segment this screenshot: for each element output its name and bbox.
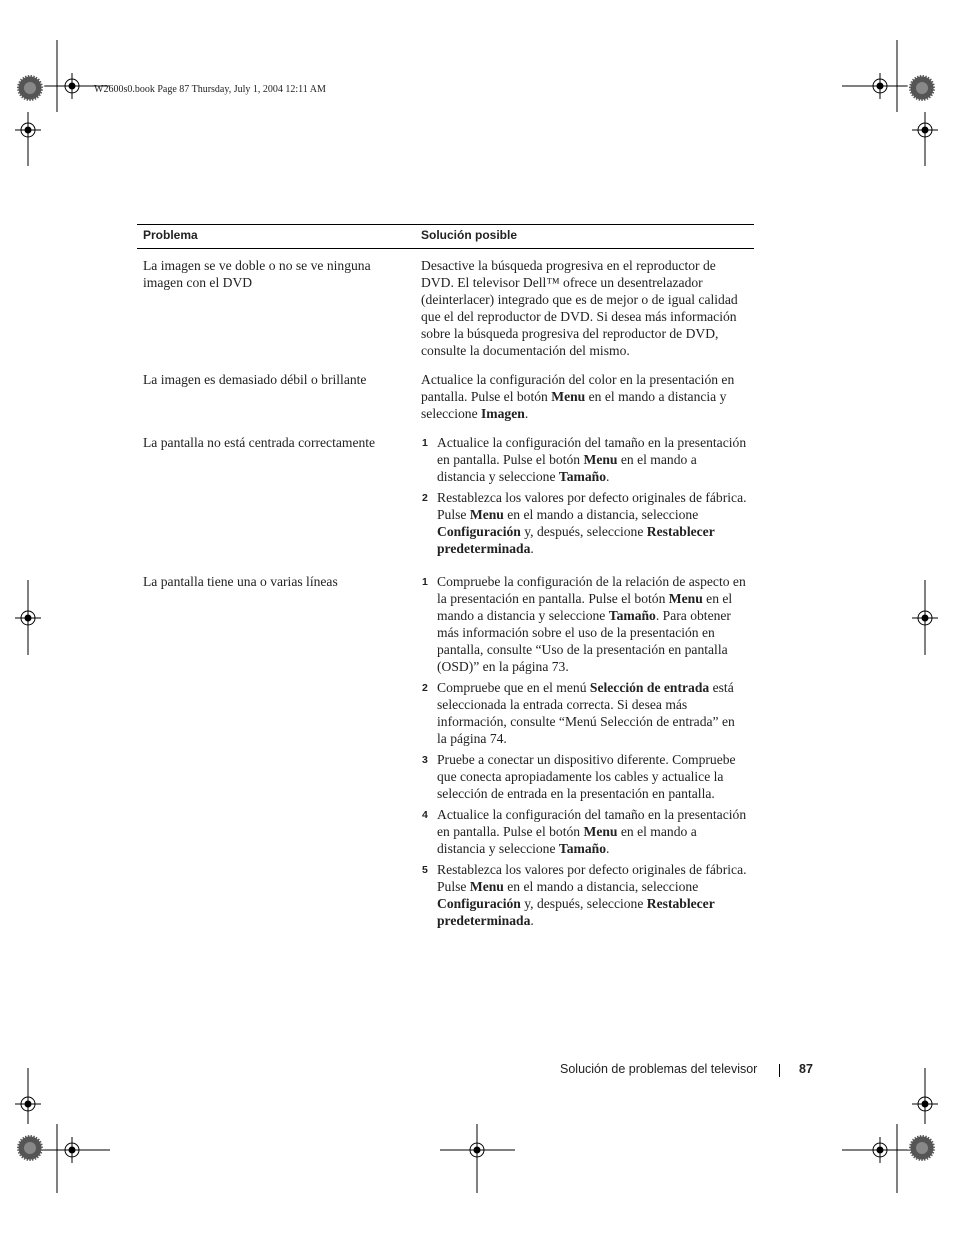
bold-term: Selección de entrada bbox=[589, 680, 710, 695]
step-number: 5 bbox=[422, 864, 428, 876]
table-row bbox=[137, 249, 754, 364]
text-run: en el mando a distancia y seleccione bbox=[437, 452, 697, 484]
text-run: Compruebe que en el menú bbox=[437, 680, 590, 695]
text-run: está seleccionada la entrada correcta. Si desea más información, consulte “Menú Selección de entrada” en la página 74. bbox=[437, 680, 735, 746]
bold-term: Menu bbox=[469, 879, 504, 894]
text-run: . bbox=[606, 841, 610, 856]
text-run: Restablezca los valores por defecto originales de fábrica. Pulse bbox=[437, 490, 747, 522]
bold-term: Restablecer predeterminada bbox=[437, 896, 715, 928]
step-number: 2 bbox=[422, 492, 428, 504]
text-run: en el mando a distancia y seleccione bbox=[421, 389, 727, 421]
step-item bbox=[421, 489, 748, 557]
footer-separator bbox=[779, 1064, 780, 1077]
step-number: 2 bbox=[422, 682, 428, 694]
text-run: Compruebe la configuración de la relación de aspecto en la presentación en pantalla. Pulse el botón bbox=[437, 574, 746, 606]
step-number: 1 bbox=[422, 437, 428, 449]
problem-cell: La imagen es demasiado débil o brillante bbox=[143, 372, 367, 387]
text-run: en el mando a distancia y seleccione bbox=[437, 824, 697, 856]
bold-term: Tamaño bbox=[608, 608, 656, 623]
text-run: y, después, seleccione bbox=[520, 524, 647, 539]
problem-cell: La pantalla tiene una o varias líneas bbox=[143, 574, 338, 589]
table-row bbox=[137, 363, 754, 426]
table-row bbox=[137, 565, 754, 937]
text-run: Pruebe a conectar un dispositivo diferente. Compruebe que conecta apropiadamente los cables y actualice la selección de entrada en la presentación en pantalla. bbox=[437, 752, 736, 801]
text-run: en el mando a distancia, seleccione bbox=[503, 879, 699, 894]
text-run: . bbox=[524, 406, 529, 421]
text-run: Actualice la configuración del color en la presentación en pantalla. Pulse el botón bbox=[421, 372, 735, 404]
bold-term: Tamaño bbox=[558, 841, 607, 856]
text-run: . bbox=[530, 541, 534, 556]
step-item bbox=[421, 861, 748, 929]
bold-term: Restablecer predeterminada bbox=[437, 524, 715, 556]
text-run: y, después, seleccione bbox=[520, 896, 647, 911]
problem-cell: La pantalla no está centrada correctamente bbox=[143, 435, 376, 450]
slug-line: W2600s0.book Page 87 Thursday, July 1, 2004 12:11 AM bbox=[94, 84, 326, 95]
bold-term: Menu bbox=[583, 452, 618, 467]
bold-term: Menu bbox=[668, 591, 703, 606]
text-run: Actualice la configuración del tamaño en la presentación en pantalla. Pulse el botón bbox=[437, 807, 747, 839]
text-run: Actualice la configuración del tamaño en la presentación en pantalla. Pulse el botón bbox=[437, 435, 747, 467]
page-number: 87 bbox=[799, 1062, 813, 1076]
text-run: en el mando a distancia, seleccione bbox=[503, 507, 699, 522]
text-run: . bbox=[530, 913, 534, 928]
text-run: en el mando a distancia y seleccione bbox=[437, 591, 733, 623]
text-run: Restablezca los valores por defecto originales de fábrica. Pulse bbox=[437, 862, 747, 894]
step-item bbox=[421, 751, 748, 802]
bold-term: Menu bbox=[551, 389, 586, 404]
solution-cell: Desactive la búsqueda progresiva en el reproductor de DVD. El televisor Dell™ ofrece un desentrelazador (deinterlacer) integrado que es de mejor o de igual calidad que el del reproductor de DVD. Si desea más información sobre la búsqueda progresiva del reproductor de DVD, consulte la documentación del mismo. bbox=[421, 258, 738, 358]
header-problem: Problema bbox=[137, 225, 415, 249]
step-number: 4 bbox=[422, 809, 428, 821]
text-run: . bbox=[606, 469, 610, 484]
text-run: . Para obtener más información sobre el uso de la presentación en pantalla, consulte “Uso de la presentación en pantalla (OSD)” en la página 73. bbox=[437, 608, 731, 674]
bold-term: Configuración bbox=[437, 896, 521, 911]
step-item bbox=[421, 679, 748, 747]
bold-term: Tamaño bbox=[558, 469, 607, 484]
solution-cell bbox=[415, 426, 754, 565]
table-header-row bbox=[137, 225, 754, 249]
bold-term: Imagen bbox=[481, 406, 525, 421]
bold-term: Menu bbox=[469, 507, 504, 522]
step-number: 1 bbox=[422, 576, 428, 588]
solution-cell bbox=[415, 363, 754, 426]
step-item bbox=[421, 573, 748, 675]
troubleshooting-table bbox=[137, 224, 754, 937]
steps-list bbox=[421, 434, 748, 557]
step-item bbox=[421, 434, 748, 485]
step-number: 3 bbox=[422, 754, 428, 766]
step-item bbox=[421, 806, 748, 857]
table-row bbox=[137, 426, 754, 565]
problem-cell: La imagen se ve doble o no se ve ninguna imagen con el DVD bbox=[143, 258, 371, 290]
footer-section-title: Solución de problemas del televisor bbox=[560, 1062, 758, 1076]
bold-term: Menu bbox=[583, 824, 618, 839]
bold-term: Configuración bbox=[437, 524, 521, 539]
header-solution: Solución posible bbox=[415, 225, 754, 249]
solution-cell bbox=[415, 565, 754, 937]
steps-list bbox=[421, 573, 748, 929]
